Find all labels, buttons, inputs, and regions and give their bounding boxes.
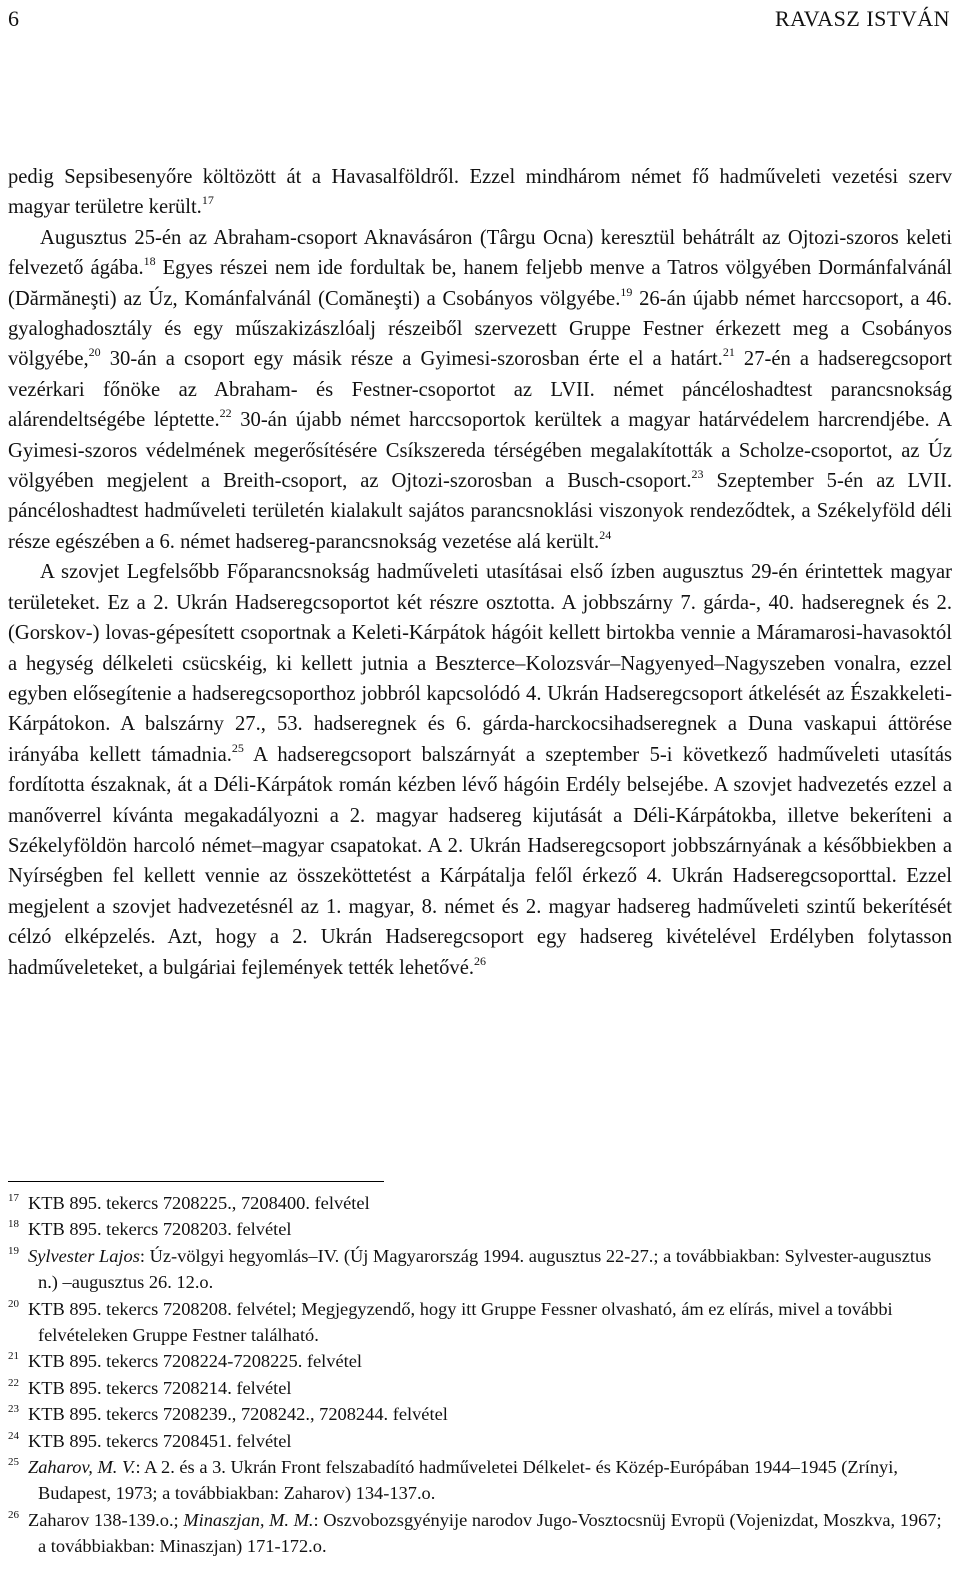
text-run: 27-én a hadseregcsoport vezérkari főnöke az Abraham- és Festner-csoportot az LVII. német páncéloshadtest parancsnokság alárendeltségébe léptette. [8,348,952,432]
footnote-item: $^{26}$ Zaharov 138-139.o.; Minaszjan, M. M.: Oszvobozsgyényije narodov Jugo-Vosztocsnüj Evropü (Vojenizdat, Moszkva, 1967; a továbbiakban: Minaszjan) 171-172.o. [8,1508,942,1557]
footnote-divider [8,1181,384,1182]
footnote-ref[interactable]: 17 [201,193,214,208]
footnote-ref[interactable]: 24 [599,527,612,542]
text-run: 30-án a csoport egy másik része a Gyimesi-szorosban érte el a határt. [100,348,723,371]
footnote-item: $^{21}$ KTB 895. tekercs 7208224-7208225. felvétel [8,1350,363,1372]
body-text [8,162,952,983]
footnote-text: KTB 895. tekercs 7208239., 7208242., 7208244. felvétel [28,1404,448,1425]
footnote-ref[interactable]: 26 [474,953,487,968]
text-run: 30-án újabb német harccsoportok kerültek a magyar határvédelem harcrendjébe. A Gyimesi-szoros védelmének megerősítésére Csíkszereda térségében megalakították a Scholze-csoportot, az Úz völgyében megjelent a Breith-csoport, az Ojtozi-szorosban a Busch-csoport. [8,409,952,493]
text-run: A szovjet Legfelsőbb Főparancsnokság hadműveleti utasításai első ízben augusztus 29-én érintettek magyar területeket. Ez a 2. Ukrán Hadseregcsoportot két részre osztotta. A jobbszárny 7. gárda-, 40. hadseregnek és 2. (Gorskov-) lovas-gépesített csoportnak a Keleti-Kárpátok hágóit kellett birtokba vennie a Máramarosi-havasoktól a hegység délkeleti csücskéig, ki kellett jutnia a Beszterce–Kolozsvár–Nagyenyed–Nagyszeben vonalra, ezzel egyben elősegítenie a hadseregcsoporthoz jobbról kapcsolódó 4. Ukrán Hadseregcsoport átkelését az Északkeleti-Kárpátokon. A balszárny 27., 53. hadseregnek és 6. gárda-harckocsihadseregnek a Duna vaskapui áttörése irányába kellett támadnia. [8,561,952,766]
text-run: Egyes részei nem ide fordultak be, hanem feljebb menve a Tatros völgyében Dormánfalvánál (Dărmăneşti) az Úz, Kománfalvánál (Comăneşti) a Csobányos völgyébe. [8,257,952,310]
footnote-text: KTB 895. tekercs 7208224-7208225. felvétel [28,1351,363,1372]
footnote-ref[interactable]: 23 [691,467,704,482]
footnote-ref[interactable]: 18 [143,254,156,269]
footnote-prefix: Zaharov 138-139.o.; [28,1509,184,1530]
text-run: Augusztus 25-én az Abraham-csoport Aknavásáron (Târgu Ocna) keresztül behátrált az Ojtozi-szoros keleti felvezető ágába. [8,226,952,280]
footnote-item: $^{22}$ KTB 895. tekercs 7208214. felvétel [8,1376,292,1398]
footnote-item: $^{18}$ KTB 895. tekercs 7208203. felvétel [8,1218,292,1240]
footnote-text: KTB 895. tekercs 7208203. felvétel [28,1219,292,1240]
text-run: 26-án újabb német harccsoport, a 46. gyaloghadosztály és egy műszakizászlóalj részeiből szervezett Gruppe Festner érkezett meg a Csobányos völgyébe, [8,287,953,371]
footnote-text: : Úz-völgyi hegyomlás–IV. (Új Magyarország 1994. augusztus 22-27.; a továbbiakban: Sylvester-augusztus n.) –augusztus 26. 12.o. [38,1245,932,1293]
text-run: Szeptember 5-én az LVII. páncéloshadtest hadműveleti területén kialakult sajátos parancsnoklási viszonyok rendeződtek, a Székelyföld déli része egészében a 6. német hadsereg-parancsnokság vezetése alá került. [8,470,952,553]
text-run: pedig Sepsibesenyőre költözött át a Havasalföldről. Ezzel mindhárom német fő hadműveleti vezetési szerv magyar területre került. [8,166,952,219]
footnote-text: KTB 895. tekercs 7208225., 7208400. felvétel [28,1193,370,1213]
footnote-ref[interactable]: 20 [88,345,101,360]
footnote-item: $^{17}$ KTB 895. tekercs 7208225., 7208400. felvétel [8,1192,370,1213]
footnote-author: Zaharov, M. V. [28,1457,136,1478]
footnote-ref[interactable]: 22 [219,406,232,421]
footnote-item: $^{19}$ Sylvester Lajos: Úz-völgyi hegyomlás–IV. (Új Magyarország 1994. augusztus 22-27.; a továbbiakban: Sylvester-augusztus n.) –augusztus 26. 12.o. [8,1244,932,1293]
footnotes [8,1190,952,1560]
page-header [8,6,950,40]
footnote-item: $^{24}$ KTB 895. tekercs 7208451. felvétel [8,1429,292,1451]
footnote-author: Minaszjan, M. M. [183,1509,314,1530]
paragraph [8,557,952,983]
footnote-text: : A 2. és a 3. Ukrán Front felszabadító hadműveletei Délkelet- és Közép-Európában 1944–1945 (Zrínyi, Budapest, 1973; a továbbiakban: Zaharov) 134-137.o. [38,1457,898,1504]
footnote-ref[interactable]: 21 [722,345,735,360]
text-run: A hadseregcsoport balszárnyát a szeptember 5-i következő hadműveleti utasítás fordította északnak, át a Déli-Kárpátok román kézben lévő hágóin Erdély belsejébe. A szovjet hadvezetés ezzel a manőverrel kívánta megakadályozni a 2. magyar hadsereg kijutását a Déli-Kárpátokba, illetve bekeríteni a Székelyföldön harcoló német–magyar csapatokat. A 2. Ukrán Hadseregcsoport jobbszárnyának a későbbiekben a Nyírségben fel kellett vennie az összeköttetést a Kárpátalja felől érkező 4. Ukrán Hadseregcsoporttal. Ezzel megjelent a szovjet hadvezetésnél az 1. magyar, 8. német és 2. magyar hadsereg hadműveleti szintű bekerítését célzó elképzelés. Azt, hogy a 2. Ukrán Hadseregcsoport egy hadsereg kivételével Erdélyben folytasson hadműveleteket, a bulgáriai fejlemények tették lehetővé. [8,743,952,979]
footnote-text: KTB 895. tekercs 7208451. felvétel [28,1430,292,1451]
footnote-ref[interactable]: 19 [620,284,633,299]
footnote-text: KTB 895. tekercs 7208208. felvétel; Megjegyzendő, hogy itt Gruppe Fessner olvasható, ám ez elírás, mivel a további felvételeken Gruppe Festner található. [28,1298,893,1346]
paragraph [8,162,952,223]
footnote-text: KTB 895. tekercs 7208214. felvétel [28,1377,292,1398]
footnote-ref[interactable]: 25 [231,740,244,755]
footnote-author: Sylvester Lajos [28,1245,140,1266]
running-head: RAVASZ ISTVÁN [774,6,950,31]
paragraph [8,223,952,557]
footnote-item: $^{23}$ KTB 895. tekercs 7208239., 7208242., 7208244. felvétel [8,1403,448,1425]
footnote-item: $^{20}$ KTB 895. tekercs 7208208. felvétel; Megjegyzendő, hogy itt Gruppe Fessner olvasható, ám ez elírás, mivel a további felvételeken Gruppe Festner található. [8,1297,893,1346]
page-number: 6 [8,6,19,31]
footnote-item: $^{25}$ Zaharov, M. V.: A 2. és a 3. Ukrán Front felszabadító hadműveletei Délkelet- és Közép-Európában 1944–1945 (Zrínyi, Budapest, 1973; a továbbiakban: Zaharov) 134-137.o. [8,1456,898,1504]
footnote-text: : Oszvobozsgyényije narodov Jugo-Vosztocsnüj Evropü (Vojenizdat, Moszkva, 1967; a továbbiakban: Minaszjan) 171-172.o. [38,1509,942,1557]
